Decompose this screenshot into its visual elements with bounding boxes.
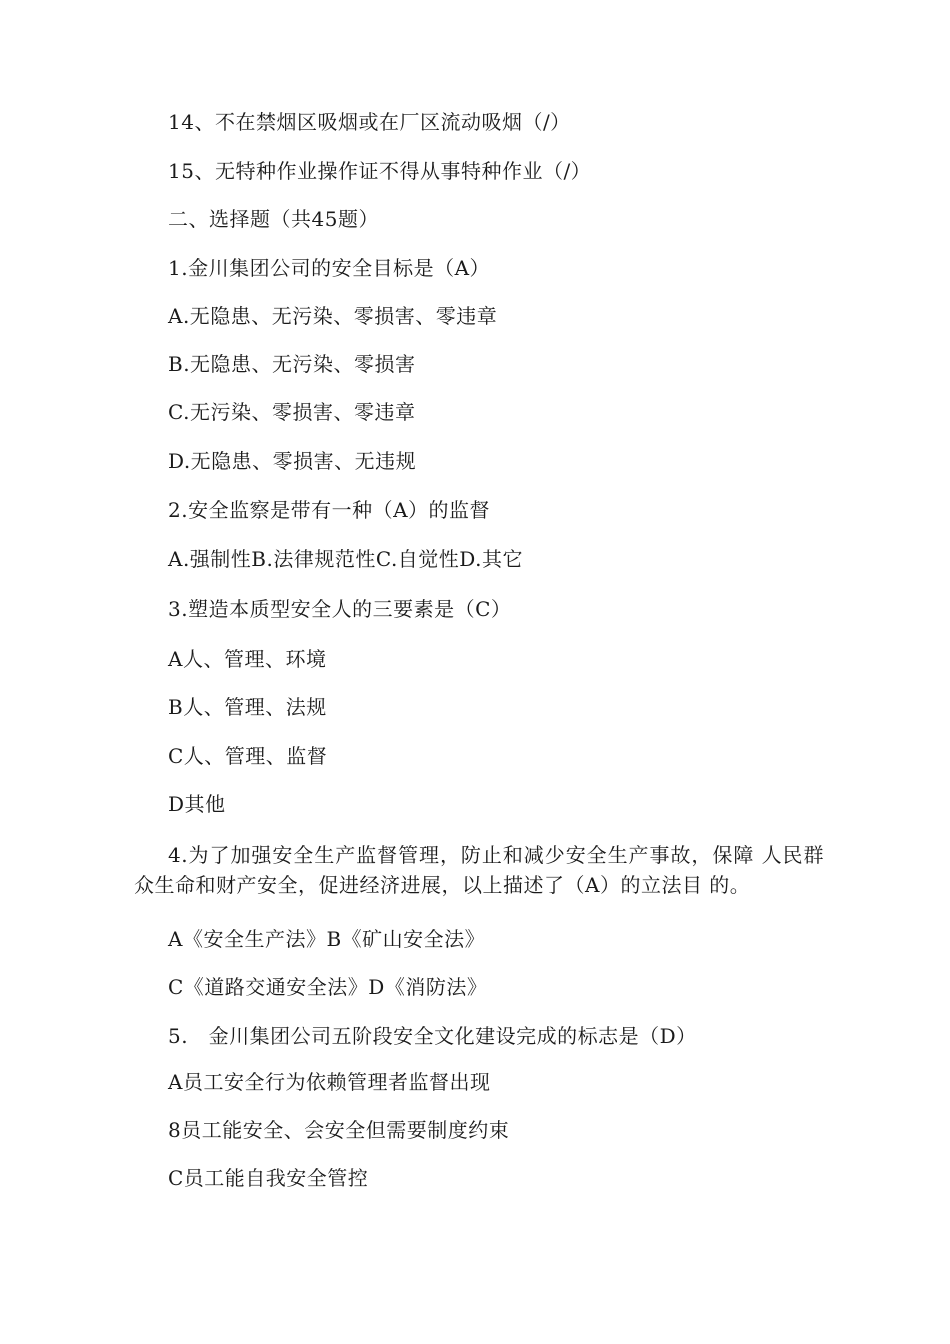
question-3-option-b: B人、管理、法规 [168, 695, 327, 719]
question-5-option-a: A员工安全行为依赖管理者监督出现 [168, 1070, 491, 1094]
question-4-options-cd: C《道路交通安全法》D《消防法》 [168, 975, 488, 999]
question-1-option-b: B.无隐患、无污染、零损害 [168, 352, 416, 376]
question-1-option-c: C.无污染、零损害、零违章 [168, 400, 416, 424]
question-3: 3.塑造本质型安全人的三要素是（C） [168, 597, 512, 621]
item-15-line: 15、无特种作业操作证不得从事特种作业（/） [168, 159, 592, 183]
question-4-options-ab: A《安全生产法》B《矿山安全法》 [168, 927, 486, 951]
question-1: 1.金川集团公司的安全目标是（A） [168, 256, 491, 280]
item-14-line: 14、不在禁烟区吸烟或在厂区流动吸烟（/） [168, 110, 571, 134]
section-heading: 二、选择题（共45题） [168, 207, 379, 231]
question-3-option-a: A人、管理、环境 [168, 647, 327, 671]
question-4-paragraph: 4.为了加强安全生产监督管理，防止和减少安全生产事故，保障 人民群众生命和财产安全，促进经济进展，以上描述了（A）的立法目 的。 [134, 843, 824, 897]
question-1-option-a: A.无隐患、无污染、零损害、零违章 [168, 304, 498, 328]
question-3-option-c: C人、管理、监督 [168, 744, 328, 768]
question-3-option-d: D其他 [168, 792, 226, 816]
question-1-option-d: D.无隐患、零损害、无违规 [168, 449, 417, 473]
question-2-options: A.强制性B.法律规范性C.自觉性D.其它 [168, 547, 523, 571]
question-5: 5. 金川集团公司五阶段安全文化建设完成的标志是（D） [168, 1024, 697, 1048]
question-2: 2.安全监察是带有一种（A）的监督 [168, 498, 491, 522]
question-5-option-b: 8员工能安全、会安全但需要制度约束 [168, 1118, 510, 1142]
question-5-option-c: C员工能自我安全管控 [168, 1166, 369, 1190]
